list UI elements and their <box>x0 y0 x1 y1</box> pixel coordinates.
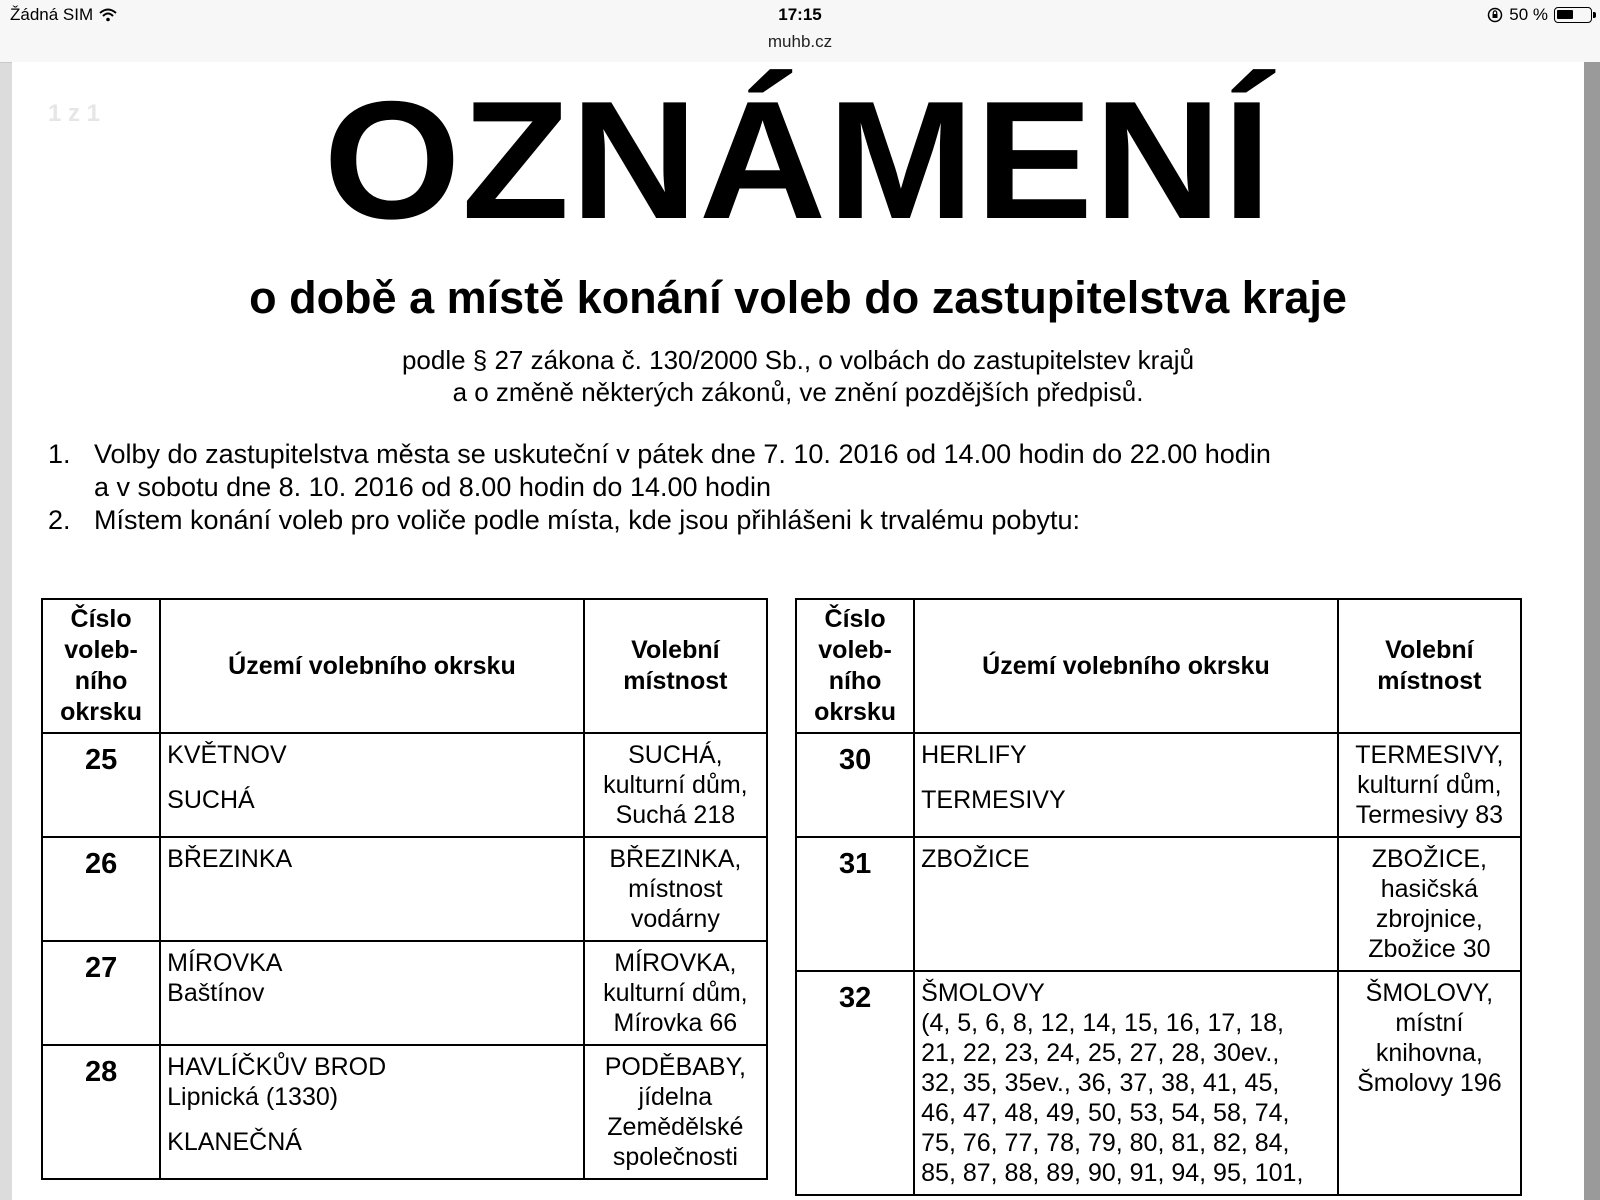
district-number: 31 <box>796 837 914 971</box>
room-line: Zbožice 30 <box>1368 935 1491 963</box>
area-line: (4, 5, 6, 8, 12, 14, 15, 16, 17, 18, <box>921 1009 1284 1037</box>
district-area <box>914 971 1338 1195</box>
header-line: Číslo <box>824 605 886 633</box>
battery-group <box>1487 5 1592 25</box>
polling-table-right <box>795 598 1522 1196</box>
area-line: ZBOŽICE <box>921 845 1030 873</box>
area-line <box>921 770 1331 785</box>
area-line: MÍROVKA <box>167 949 283 977</box>
battery-percent: 50 % <box>1509 5 1548 24</box>
area-line: HERLIFY <box>921 741 1027 769</box>
room-line: PODĚBABY, <box>604 1053 746 1081</box>
status-bar <box>0 0 1600 63</box>
area-line <box>167 770 577 785</box>
room-line: místní <box>1395 1009 1464 1037</box>
list-item <box>48 504 1271 537</box>
district-area <box>914 733 1338 837</box>
carrier-label: Žádná SIM <box>10 5 94 24</box>
room-line: SUCHÁ, <box>628 741 723 769</box>
item-number: 2. <box>48 505 71 535</box>
orientation-lock-icon <box>1487 7 1503 23</box>
area-line: TERMESIVY <box>921 786 1066 814</box>
room-line: Zemědělské <box>607 1113 744 1141</box>
table-row <box>42 837 767 941</box>
room-line: místnost <box>628 875 723 903</box>
room-line: BŘEZINKA, <box>609 845 742 873</box>
header-line: voleb- <box>818 636 892 664</box>
polling-room <box>584 1045 767 1179</box>
district-number: 25 <box>42 733 160 837</box>
room-line: společnosti <box>612 1143 738 1171</box>
table-header-row <box>796 599 1521 733</box>
table-row <box>42 1045 767 1179</box>
room-line: hasičská <box>1380 875 1478 903</box>
room-line: kulturní dům, <box>603 979 748 1007</box>
polling-room <box>584 941 767 1045</box>
room-line: zbrojnice, <box>1375 905 1483 933</box>
header-district-number <box>796 599 914 733</box>
area-line: 21, 22, 23, 24, 25, 27, 28, 30ev., <box>921 1039 1280 1067</box>
battery-icon <box>1554 7 1592 23</box>
area-line: 46, 47, 48, 49, 50, 53, 54, 58, 74, <box>921 1099 1290 1127</box>
notice-title: OZNÁMENÍ <box>323 66 1273 254</box>
room-line: ZBOŽICE, <box>1371 845 1488 873</box>
room-line: jídelna <box>638 1083 713 1111</box>
notice-items <box>48 438 1271 537</box>
district-number: 27 <box>42 941 160 1045</box>
url-bar[interactable]: muhb.cz <box>767 32 833 51</box>
item-number: 1. <box>48 439 71 469</box>
header-line: okrsku <box>60 698 143 726</box>
area-line: 32, 35, 35ev., 36, 37, 38, 41, 45, <box>921 1069 1280 1097</box>
room-line: TERMESIVY, <box>1355 741 1504 769</box>
header-line: voleb- <box>64 636 138 664</box>
header-line: ního <box>828 667 882 695</box>
area-line: KVĚTNOV <box>167 741 287 769</box>
item-text: a v sobotu dne 8. 10. 2016 od 8.00 hodin do 14.00 hodin <box>94 472 772 502</box>
district-number: 26 <box>42 837 160 941</box>
header-line: okrsku <box>814 698 897 726</box>
district-area <box>160 1045 584 1179</box>
document-page <box>12 62 1584 1200</box>
room-line: knihovna, <box>1375 1039 1483 1067</box>
page-indicator: 1 z 1 <box>48 100 101 127</box>
polling-room <box>1338 733 1521 837</box>
district-area <box>160 837 584 941</box>
area-line: Lipnická (1330) <box>167 1083 339 1111</box>
table-row <box>796 837 1521 971</box>
district-area <box>160 733 584 837</box>
header-line: Číslo <box>70 605 132 633</box>
area-line <box>167 1112 577 1127</box>
legal-reference <box>12 344 1584 408</box>
district-number: 28 <box>42 1045 160 1179</box>
table-row <box>42 733 767 837</box>
area-line: BŘEZINKA <box>167 845 293 873</box>
area-line: SUCHÁ <box>167 786 255 814</box>
area-line: 75, 76, 77, 78, 79, 80, 81, 82, 84, <box>921 1129 1290 1157</box>
item-text: Volby do zastupitelstva města se uskuteční v pátek dne 7. 10. 2016 od 14.00 hodin do 22.00 hodin <box>94 439 1271 469</box>
room-line: kulturní dům, <box>1357 771 1502 799</box>
header-line: místnost <box>623 667 728 695</box>
polling-room <box>584 733 767 837</box>
table-row <box>42 941 767 1045</box>
polling-room <box>584 837 767 941</box>
room-line: Suchá 218 <box>615 801 736 829</box>
table-row <box>796 971 1521 1195</box>
area-line: 85, 87, 88, 89, 90, 91, 94, 95, 101, <box>921 1159 1304 1187</box>
district-area <box>160 941 584 1045</box>
scrollbar[interactable] <box>1584 62 1600 1200</box>
district-area <box>914 837 1338 971</box>
district-number: 30 <box>796 733 914 837</box>
header-line: ního <box>74 667 128 695</box>
header-line: místnost <box>1377 667 1482 695</box>
room-line: kulturní dům, <box>603 771 748 799</box>
notice-subtitle: o době a místě konání voleb do zastupitelstva kraje <box>249 272 1347 323</box>
legal-line: a o změně některých zákonů, ve znění pozdějších předpisů. <box>452 377 1144 407</box>
header-line: Volební <box>1385 636 1474 664</box>
header-district-area: Území volebního okrsku <box>914 599 1338 733</box>
item-text: Místem konání voleb pro voliče podle místa, kde jsou přihlášeni k trvalému pobytu: <box>94 505 1080 535</box>
header-line: Volební <box>631 636 720 664</box>
room-line: Mírovka 66 <box>613 1009 738 1037</box>
room-line: vodárny <box>630 905 720 933</box>
header-district-number <box>42 599 160 733</box>
area-line: ŠMOLOVY <box>921 979 1045 1007</box>
legal-line: podle § 27 zákona č. 130/2000 Sb., o volbách do zastupitelstev krajů <box>401 345 1195 375</box>
polling-room <box>1338 837 1521 971</box>
polling-table-left <box>41 598 768 1180</box>
area-line: Baštínov <box>167 979 265 1007</box>
header-polling-room <box>584 599 767 733</box>
header-district-area: Území volebního okrsku <box>160 599 584 733</box>
room-line: ŠMOLOVY, <box>1365 979 1494 1007</box>
clock: 17:15 <box>778 5 822 24</box>
header-polling-room <box>1338 599 1521 733</box>
room-line: Šmolovy 196 <box>1357 1069 1502 1097</box>
room-line: Termesivy 83 <box>1355 801 1503 829</box>
area-line: KLANEČNÁ <box>167 1128 302 1156</box>
area-line: HAVLÍČKŮV BROD <box>167 1053 387 1081</box>
polling-room <box>1338 971 1521 1195</box>
list-item <box>48 438 1271 504</box>
room-line: MÍROVKA, <box>614 949 737 977</box>
district-number: 32 <box>796 971 914 1195</box>
table-header-row <box>42 599 767 733</box>
table-row <box>796 733 1521 837</box>
